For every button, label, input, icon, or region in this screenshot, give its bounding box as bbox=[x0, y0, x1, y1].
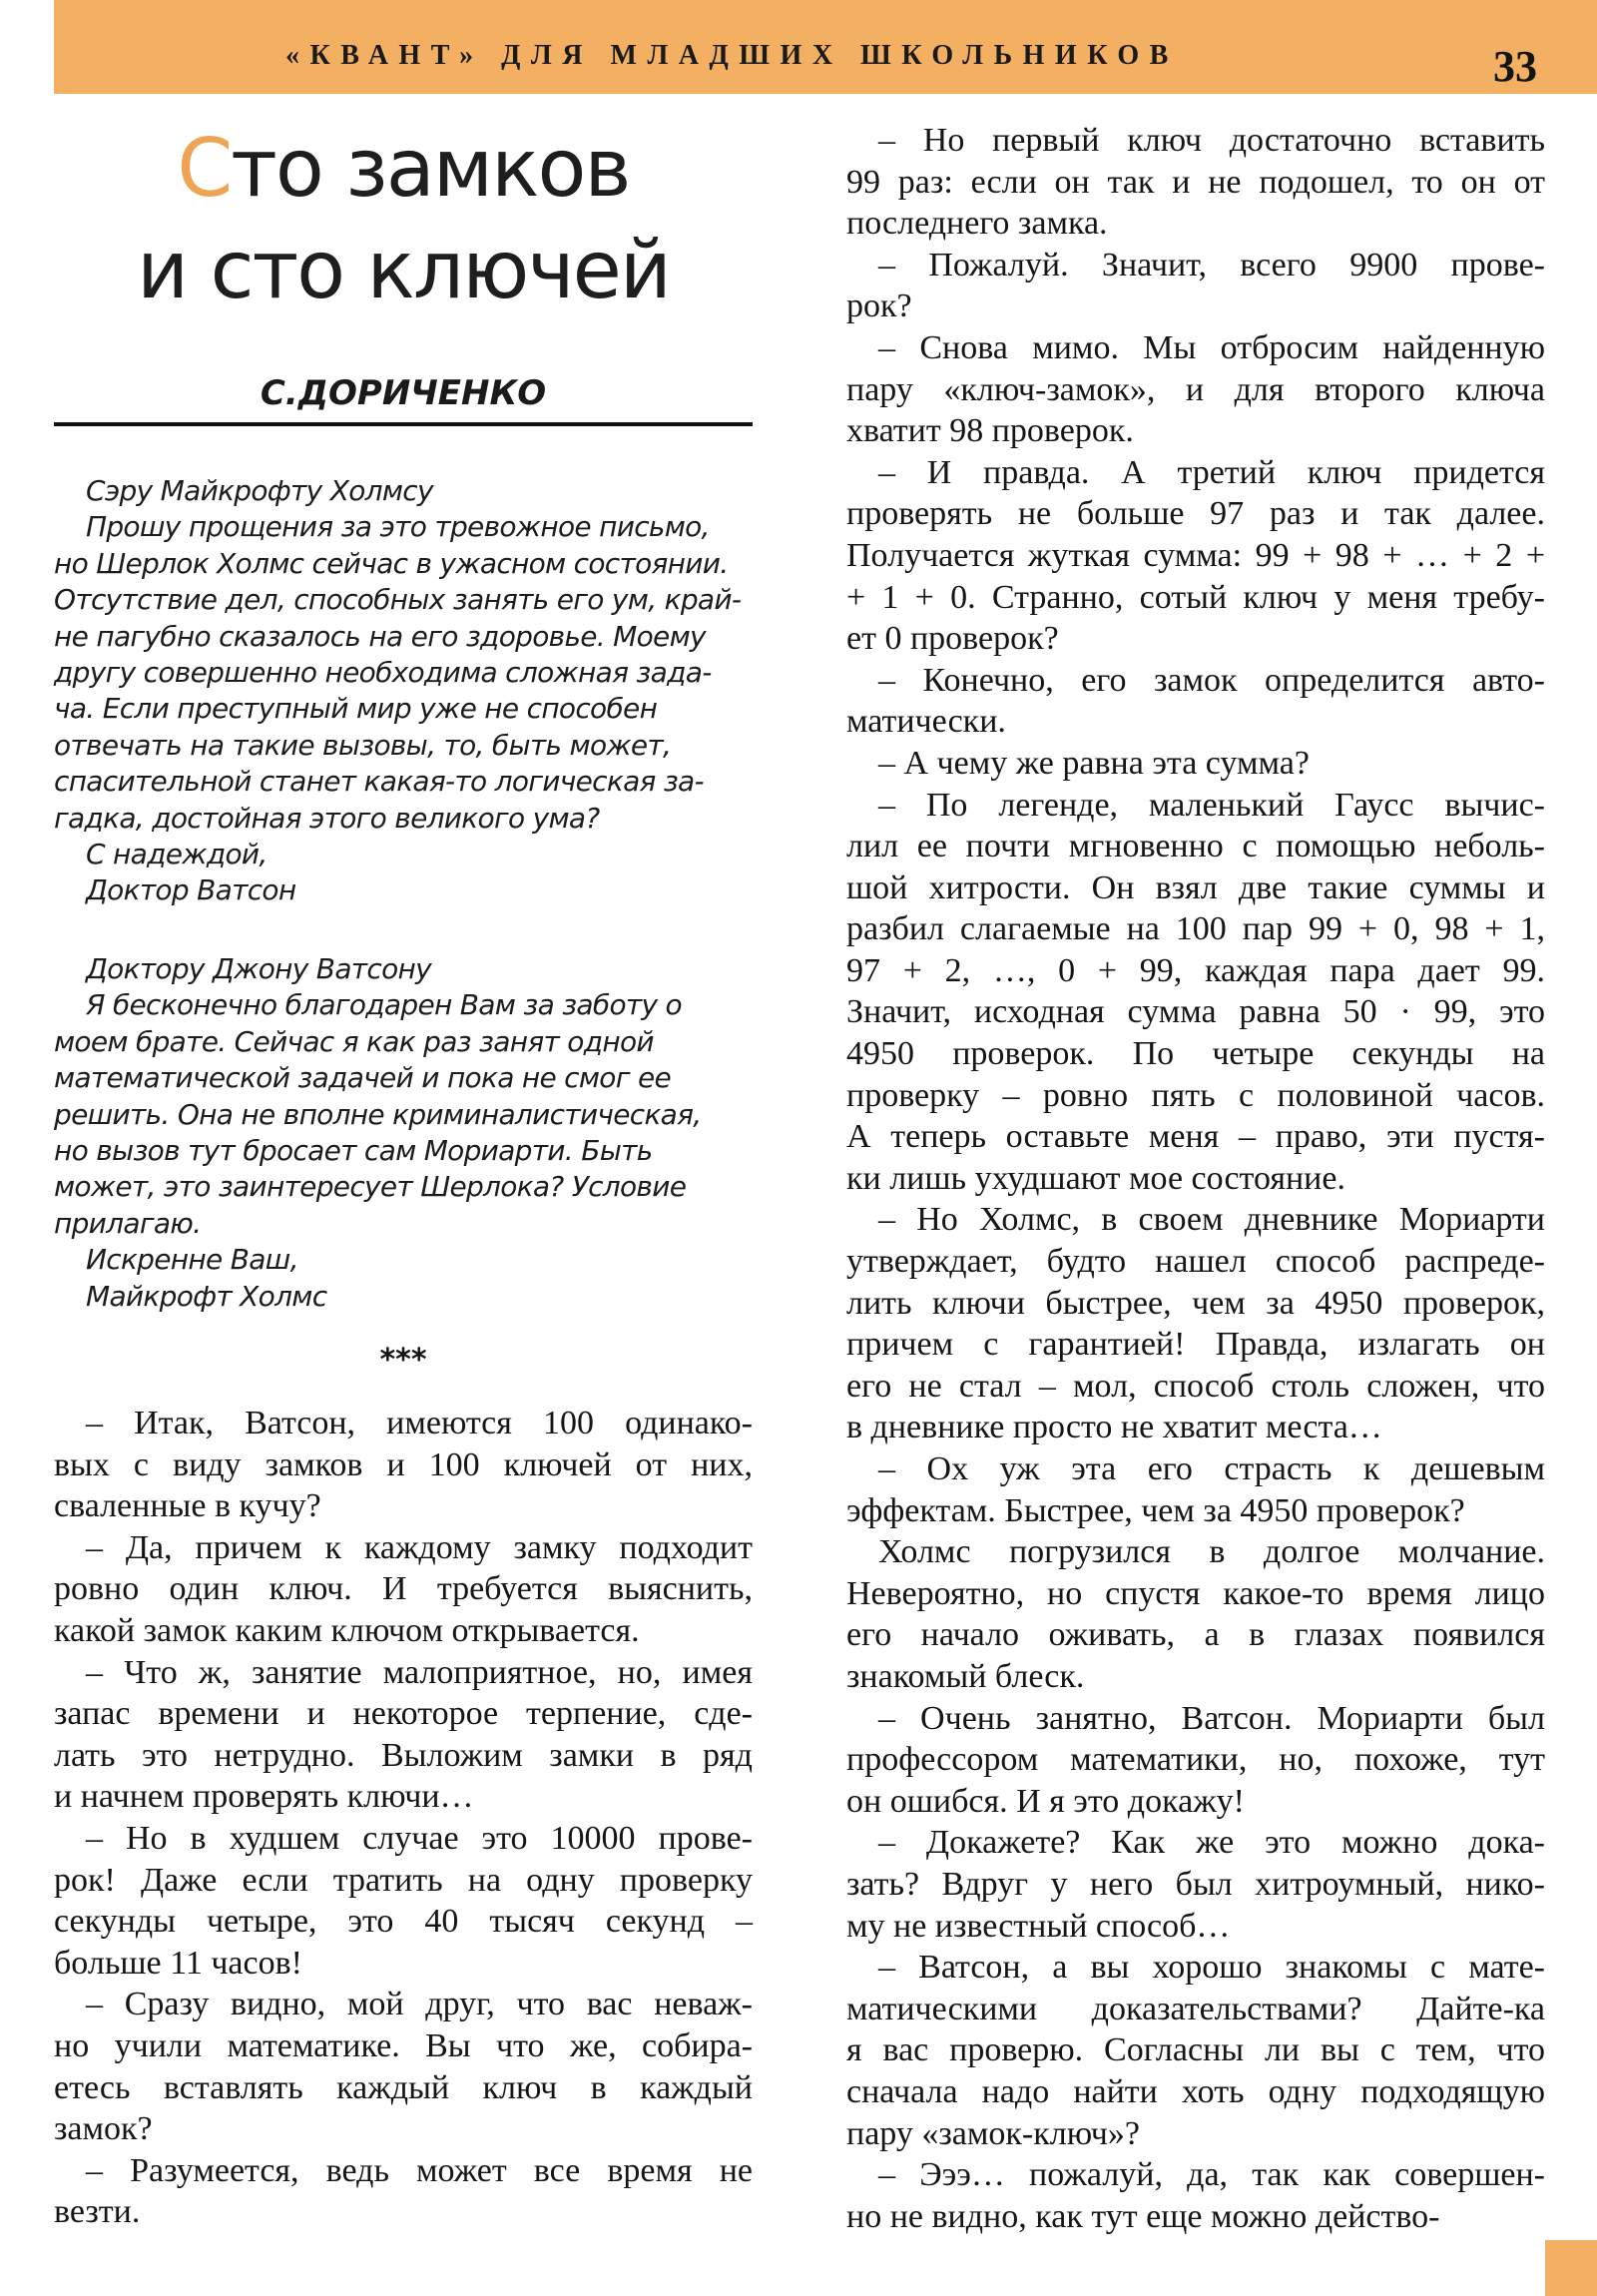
letter-to-watson bbox=[54, 951, 753, 1315]
letter-line: не пагубно сказалось на его здоровье. Моему bbox=[54, 619, 706, 653]
dialogue-paragraph bbox=[846, 1531, 1545, 1697]
text-line: А теперь оставьте меня – право, эти пустя- bbox=[846, 1118, 1545, 1156]
text-line: – Снова мимо. Мы отбросим найденную bbox=[878, 328, 1545, 366]
text-line: матически. bbox=[846, 703, 1006, 741]
letter-line: гадка, достойная этого великого ума? bbox=[54, 801, 600, 835]
letter-line: моем брате. Сейчас я как раз занят одной bbox=[54, 1024, 654, 1058]
dialogue-paragraph bbox=[846, 1199, 1545, 1448]
text-line: – Конечно, его замок определится авто- bbox=[878, 661, 1545, 699]
dialogue-paragraph bbox=[846, 327, 1545, 452]
page-number: 33 bbox=[1493, 42, 1537, 91]
letter-line: ча. Если преступный мир уже не способен bbox=[54, 692, 658, 726]
dialogue-paragraph bbox=[846, 245, 1545, 327]
text-line: проверку – ровно пять с половиной часов. bbox=[846, 1076, 1545, 1114]
text-line: но учили математике. Вы что же, собира- bbox=[54, 2026, 753, 2064]
text-line: замок? bbox=[54, 2110, 153, 2148]
text-line: рок? bbox=[846, 287, 912, 325]
text-line: он ошибся. И я это докажу! bbox=[846, 1782, 1246, 1820]
text-line: Значит, исходная сумма равна 50 · 99, это bbox=[846, 993, 1545, 1031]
letter-line: Я бесконечно благодарен Вам за заботу о bbox=[86, 988, 682, 1022]
text-line: – Эээ… пожалуй, да, так как совершен- bbox=[878, 2156, 1545, 2194]
text-line: – Но Холмс, в своем дневнике Мориарти bbox=[878, 1201, 1545, 1239]
dialogue-paragraph bbox=[846, 785, 1545, 1200]
text-line: запас времени и некоторое терпение, сде- bbox=[54, 1695, 753, 1733]
title-initial: С bbox=[177, 122, 232, 215]
letter-line: Прошу прощения за это тревожное письмо, bbox=[86, 510, 710, 544]
text-line: Холмс погрузился в долгое молчание. bbox=[878, 1533, 1545, 1571]
text-line: знакомый блеск. bbox=[846, 1657, 1085, 1695]
section-separator: *** bbox=[379, 1343, 427, 1378]
dialogue-paragraph bbox=[846, 1947, 1545, 2154]
text-line: – Итак, Ватсон, имеются 100 одинако- bbox=[86, 1405, 753, 1441]
text-line: – Пожалуй. Значит, всего 9900 прове- bbox=[878, 246, 1545, 284]
author-name: С.ДОРИЧЕНКО bbox=[260, 373, 547, 413]
title-line2: и сто ключей bbox=[137, 224, 670, 316]
text-line: – Сразу видно, мой друг, что вас неваж- bbox=[86, 1986, 753, 2023]
letter-line: спасительной станет какая-то логическая за- bbox=[54, 765, 704, 799]
text-line: ровно один ключ. И требуется выяснить, bbox=[54, 1570, 753, 1608]
text-line: ки лишь ухудшают мое состояние. bbox=[846, 1159, 1345, 1197]
text-line: лить ключи быстрее, чем за 4950 проверок, bbox=[846, 1284, 1545, 1322]
letter-line: но вызов тут бросает сам Мориарти. Быть bbox=[54, 1133, 653, 1167]
text-line: матическими доказательствами? Дайте-ка bbox=[846, 1990, 1545, 2027]
text-line: сначала надо найти хоть одну подходящую bbox=[846, 2072, 1545, 2110]
letter-body bbox=[54, 509, 753, 837]
dialogue-paragraph bbox=[54, 1984, 753, 2149]
dialogue-column-right bbox=[846, 120, 1545, 2237]
text-line: причем с гарантией! Правда, излагать он bbox=[846, 1326, 1545, 1364]
text-line: я вас проверю. Согласны ли вы с тем, что bbox=[846, 2031, 1545, 2069]
text-line: в дневнике просто не хватит места… bbox=[846, 1409, 1382, 1446]
text-line: рок! Даже если тратить на одну проверку bbox=[54, 1861, 753, 1899]
letter-line: отвечать на такие вызовы, то, быть может, bbox=[54, 728, 672, 762]
letter-body bbox=[54, 987, 753, 1242]
text-line: его не стал – мол, способ столь сложен, что bbox=[846, 1367, 1545, 1405]
text-line: разбил слагаемые на 100 пар 99 + 0, 98 + 1, bbox=[846, 910, 1545, 948]
text-line: – По легенде, маленький Гаусс вычис- bbox=[878, 786, 1545, 824]
letter-salutation: Сэру Майкрофту Холмсу bbox=[86, 474, 433, 507]
text-line: 97 + 2, …, 0 + 99, каждая пара дает 99. bbox=[846, 951, 1545, 989]
dialogue-paragraph bbox=[846, 120, 1545, 245]
text-line: профессором математики, но, похоже, тут bbox=[846, 1741, 1545, 1779]
text-line: + 1 + 0. Странно, сотый ключ у меня требу- bbox=[846, 578, 1545, 616]
text-line: вых с виду замков и 100 ключей от них, bbox=[54, 1445, 753, 1483]
text-line: лать это нетрудно. Выложим замки в ряд bbox=[54, 1736, 753, 1774]
dialogue-paragraph bbox=[846, 2154, 1545, 2237]
letter-to-mycroft bbox=[54, 473, 753, 909]
dialogue-paragraph bbox=[846, 452, 1545, 660]
letter-closing: С надеждой, bbox=[86, 838, 267, 871]
text-line: 4950 проверок. По четыре секунды на bbox=[846, 1035, 1545, 1073]
dialogue-paragraph bbox=[846, 1448, 1545, 1531]
dialogue-paragraph bbox=[54, 1652, 753, 1818]
text-line: хватит 98 проверок. bbox=[846, 412, 1134, 450]
page-corner-tab bbox=[1545, 2240, 1597, 2296]
text-line: лил ее почти мгновенно с помощью неболь- bbox=[846, 828, 1545, 865]
text-line: етесь вставлять каждый ключ в каждый bbox=[54, 2068, 753, 2106]
text-line: зать? Вдруг у него был хитроумный, нико- bbox=[846, 1865, 1545, 1903]
dialogue-paragraph bbox=[54, 1527, 753, 1652]
letter-signature: Майкрофт Холмс bbox=[86, 1279, 327, 1313]
text-line: – А чему же равна эта сумма? bbox=[878, 744, 1310, 782]
text-line: му не известный способ… bbox=[846, 1907, 1231, 1945]
text-line: – Но в худшем случае это 10000 прове- bbox=[86, 1819, 753, 1857]
text-line: – Докажете? Как же это можно дока- bbox=[878, 1824, 1545, 1862]
text-line: – Очень занятно, Ватсон. Мориарти был bbox=[878, 1699, 1545, 1737]
dialogue-paragraph bbox=[846, 743, 1545, 785]
letter-signature: Доктор Ватсон bbox=[86, 873, 296, 907]
letter-salutation: Доктору Джону Ватсону bbox=[86, 951, 431, 985]
text-line: больше 11 часов! bbox=[54, 1944, 302, 1982]
letter-line: Отсутствие дел, способных занять его ум, край- bbox=[54, 583, 742, 617]
letter-line: но Шерлок Холмс сейчас в ужасном состоянии. bbox=[54, 546, 729, 580]
text-line: сваленные в кучу? bbox=[54, 1487, 321, 1525]
text-line: Получается жуткая сумма: 99 + 98 + … + 2 + bbox=[846, 536, 1545, 574]
text-line: и начнем проверять ключи… bbox=[54, 1778, 474, 1816]
text-line: – Разумеется, ведь может все время не bbox=[86, 2151, 753, 2189]
dialogue-paragraph bbox=[846, 1698, 1545, 1823]
dialogue-paragraph bbox=[54, 1818, 753, 1984]
letter-line: прилагаю. bbox=[54, 1206, 202, 1240]
text-line: пару «замок-ключ»? bbox=[846, 2114, 1140, 2152]
magazine-section-title: «КВАНТ» ДЛЯ МЛАДШИХ ШКОЛЬНИКОВ bbox=[285, 40, 1179, 71]
text-line: эффектам. Быстрее, чем за 4950 проверок? bbox=[846, 1491, 1465, 1529]
text-line: его начало оживать, а в глазах появился bbox=[846, 1616, 1545, 1654]
author-divider bbox=[54, 422, 753, 426]
title-line1-rest: то замков bbox=[231, 122, 630, 215]
dialogue-paragraph bbox=[846, 660, 1545, 743]
text-line: 99 раз: если он так и не подошел, то он от bbox=[846, 163, 1545, 201]
letter-closing: Искренне Ваш, bbox=[86, 1243, 298, 1277]
dialogue-paragraph bbox=[54, 2150, 753, 2233]
text-line: везти. bbox=[54, 2193, 141, 2231]
text-line: – Но первый ключ достаточно вставить bbox=[878, 122, 1545, 159]
dialogue-column-left bbox=[54, 1403, 753, 2233]
text-line: – Ох уж эта его страсть к дешевым bbox=[878, 1450, 1545, 1487]
text-line: шой хитрости. Он взял две такие суммы и bbox=[846, 868, 1545, 906]
text-line: – Да, причем к каждому замку подходит bbox=[86, 1528, 753, 1566]
text-line: последнего замка. bbox=[846, 205, 1108, 243]
text-line: – Что ж, занятие малоприятное, но, имея bbox=[86, 1653, 753, 1691]
dialogue-paragraph bbox=[54, 1403, 753, 1527]
dialogue-paragraph bbox=[846, 1822, 1545, 1947]
text-line: утверждает, будто нашел способ распреде- bbox=[846, 1243, 1545, 1281]
text-line: ет 0 проверок? bbox=[846, 620, 1059, 658]
letter-line: другу совершенно необходима сложная зада- bbox=[54, 656, 712, 690]
letters-section bbox=[54, 473, 753, 1315]
text-line: – Ватсон, а вы хорошо знакомы с мате- bbox=[878, 1949, 1545, 1987]
letter-line: математической задачей и пока не смог ее bbox=[54, 1061, 671, 1095]
letter-line: может, это заинтересует Шерлока? Условие bbox=[54, 1170, 687, 1204]
text-line: пару «ключ-замок», и для второго ключа bbox=[846, 370, 1545, 408]
text-line: но не видно, как тут еще можно действо- bbox=[846, 2197, 1440, 2235]
text-line: проверять не больше 97 раз и так далее. bbox=[846, 495, 1545, 533]
text-line: – И правда. А третий ключ придется bbox=[878, 453, 1545, 491]
text-line: секунды четыре, это 40 тысяч секунд – bbox=[54, 1903, 753, 1941]
letter-line: решить. Она не вполне криминалистическая, bbox=[54, 1097, 702, 1131]
text-line: какой замок каким ключом открывается. bbox=[54, 1611, 640, 1649]
text-line: Невероятно, но спустя какое-то время лицо bbox=[846, 1574, 1545, 1612]
article-title bbox=[54, 118, 753, 321]
